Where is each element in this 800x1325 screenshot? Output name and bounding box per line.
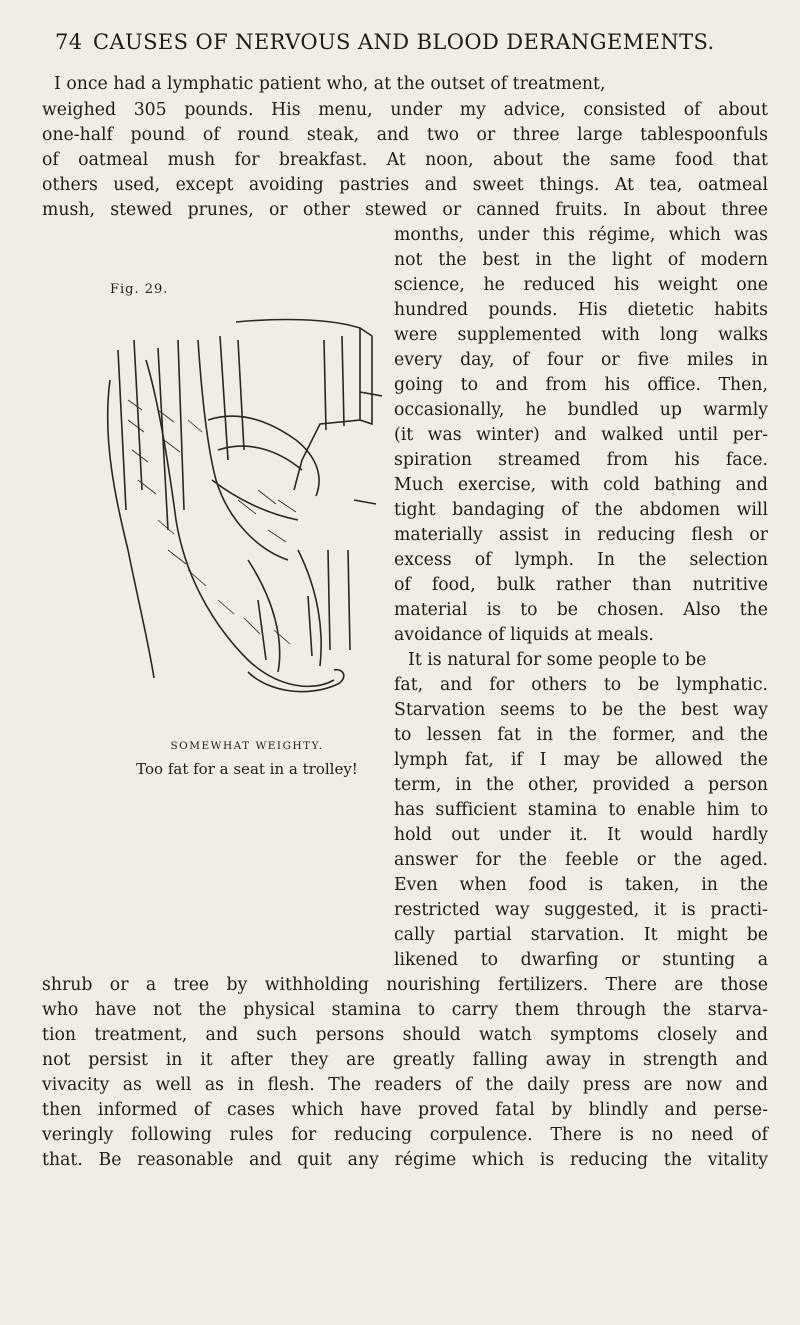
figure-label: Fig. 29. bbox=[110, 282, 169, 297]
text-line: fat, and for others to be lymphatic. bbox=[394, 675, 768, 695]
text-line: others used, except avoiding pastries and sweet things. At tea, oatmeal bbox=[42, 175, 768, 195]
figure-body bbox=[108, 380, 154, 678]
text-line: spiration streamed from his face. bbox=[394, 450, 768, 470]
text-line: restricted way suggested, it is practi- bbox=[394, 900, 768, 920]
text-line: materially assist in reducing flesh or bbox=[394, 525, 768, 545]
text-line: shrub or a tree by withholding nourishing fertilizers. There are those bbox=[42, 975, 768, 995]
text-line: It is natural for some people to be bbox=[408, 650, 707, 670]
text-line: not the best in the light of modern bbox=[394, 250, 768, 270]
text-line: that. Be reasonable and quit any régime which is reducing the vitality bbox=[42, 1150, 768, 1170]
text-line: then informed of cases which have proved fatal by blindly and perse- bbox=[42, 1100, 768, 1120]
text-line: Much exercise, with cold bathing and bbox=[394, 475, 768, 495]
text-line: science, he reduced his weight one bbox=[394, 275, 768, 295]
text-line: hold out under it. It would hardly bbox=[394, 825, 768, 845]
text-line: every day, of four or five miles in bbox=[394, 350, 768, 370]
trolley-illustration bbox=[98, 300, 390, 712]
text-line: lymph fat, if I may be allowed the bbox=[394, 750, 768, 770]
text-line: tion treatment, and such persons should watch symptoms closely and bbox=[42, 1025, 768, 1045]
text-line: to lessen fat in the former, and the bbox=[394, 725, 768, 745]
text-line: hundred pounds. His dietetic habits bbox=[394, 300, 768, 320]
text-line: term, in the other, provided a person bbox=[394, 775, 768, 795]
text-line: going to and from his office. Then, bbox=[394, 375, 768, 395]
running-header bbox=[55, 30, 755, 62]
text-line: of food, bulk rather than nutritive bbox=[394, 575, 768, 595]
text-line: answer for the feeble or the aged. bbox=[394, 850, 768, 870]
text-line: weighed 305 pounds. His menu, under my advice, consisted of about bbox=[42, 100, 768, 120]
text-line: were supplemented with long walks bbox=[394, 325, 768, 345]
text-line: likened to dwarfing or stunting a bbox=[394, 950, 768, 970]
text-line: Starvation seems to be the best way bbox=[394, 700, 768, 720]
text-line: has sufficient stamina to enable him to bbox=[394, 800, 768, 820]
chapter-title: CAUSES OF NERVOUS AND BLOOD DERANGEMENTS. bbox=[93, 30, 715, 54]
text-line: avoidance of liquids at meals. bbox=[394, 625, 654, 645]
text-line: not persist in it after they are greatly falling away in strength and bbox=[42, 1050, 768, 1070]
text-line: Even when food is taken, in the bbox=[394, 875, 768, 895]
figure-caption-text: Too fat for a seat in a trolley! bbox=[136, 760, 358, 778]
text-line: excess of lymph. In the selection bbox=[394, 550, 768, 570]
text-line: months, under this régime, which was bbox=[394, 225, 768, 245]
text-line: cally partial starvation. It might be bbox=[394, 925, 768, 945]
text-line: I once had a lymphatic patient who, at the outset of treatment, bbox=[54, 74, 606, 94]
trolley-seat bbox=[236, 320, 360, 490]
trolley-post bbox=[324, 336, 350, 650]
text-line: vivacity as well as in flesh. The readers of the daily press are now and bbox=[42, 1075, 768, 1095]
text-line: (it was winter) and walked until per- bbox=[394, 425, 768, 445]
figure-arm bbox=[208, 416, 319, 496]
text-line: veringly following rules for reducing corpulence. There is no need of bbox=[42, 1125, 768, 1145]
text-line: material is to be chosen. Also the bbox=[394, 600, 768, 620]
figure-caption-title: SOMEWHAT WEIGHTY. bbox=[170, 740, 324, 752]
text-line: mush, stewed prunes, or other stewed or canned fruits. In about three bbox=[42, 200, 768, 220]
figure-boots bbox=[248, 670, 344, 692]
page-number: 74 bbox=[55, 30, 83, 54]
text-line: who have not the physical stamina to carry them through the starva- bbox=[42, 1000, 768, 1020]
text-line: one-half pound of round steak, and two or three large tablespoonfuls bbox=[42, 125, 768, 145]
text-line: of oatmeal mush for breakfast. At noon, about the same food that bbox=[42, 150, 768, 170]
text-line: occasionally, he bundled up warmly bbox=[394, 400, 768, 420]
text-line: tight bandaging of the abdomen will bbox=[394, 500, 768, 520]
